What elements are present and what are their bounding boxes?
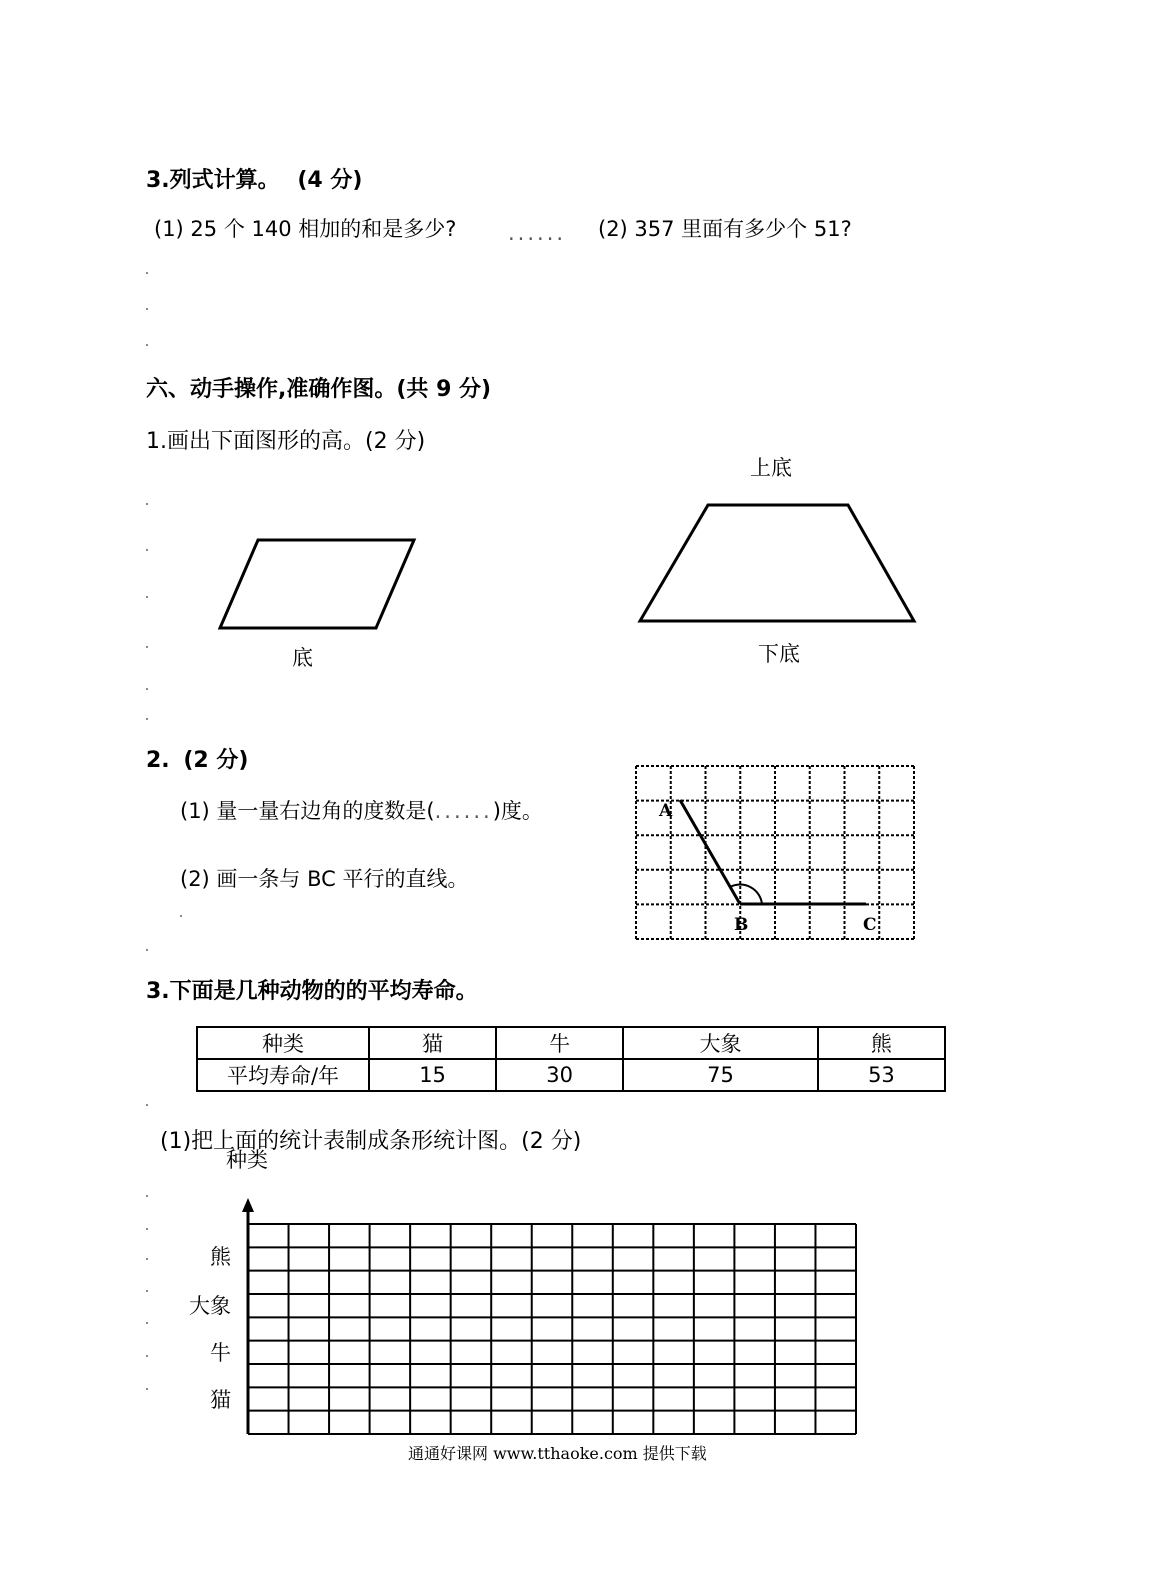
margin-dot <box>146 1104 148 1106</box>
margin-dot <box>146 1388 148 1390</box>
table-cell: 熊 <box>818 1027 945 1059</box>
q3-title: 3.下面是几种动物的的平均寿命。 <box>146 979 478 1004</box>
table-cell: 53 <box>818 1059 945 1091</box>
table-cell: 15 <box>369 1059 496 1091</box>
trapezoid-top-label: 上底 <box>750 456 792 480</box>
margin-dot <box>146 1228 148 1230</box>
table-cell: 平均寿命/年 <box>197 1059 369 1091</box>
angle-grid <box>634 764 924 949</box>
axis-label: 种类 <box>226 1148 268 1172</box>
section-6-title: 六、动手操作,准确作图。(共 9 分) <box>146 377 492 402</box>
point-c-label: C <box>863 915 877 935</box>
parallelogram-figure <box>0 0 1152 700</box>
margin-dot <box>146 1290 148 1292</box>
lifespan-table <box>196 1026 946 1092</box>
q2-sub-2: (2) 画一条与 BC 平行的直线。 <box>180 867 469 891</box>
margin-dot <box>146 1322 148 1324</box>
table-cell: 种类 <box>197 1027 369 1059</box>
q2-title <box>146 750 248 772</box>
y-axis-arrow <box>242 1198 254 1212</box>
answer-blank[interactable]: ...... <box>434 799 493 823</box>
margin-dot <box>146 1355 148 1357</box>
q2-sub-1-prefix: (1) 量一量右边角的度数是( <box>180 799 435 823</box>
margin-dot <box>146 1258 148 1260</box>
bar-chart-grid <box>236 1198 876 1448</box>
table-row <box>197 1059 945 1091</box>
margin-dot <box>146 1195 148 1197</box>
q2-score: (2 分) <box>183 748 249 773</box>
category-label: 熊 <box>210 1245 231 1269</box>
table-cell: 牛 <box>496 1027 623 1059</box>
trapezoid-shape <box>640 505 914 621</box>
q3-sub-1: (1)把上面的统计表制成条形统计图。(2 分) <box>160 1129 582 1154</box>
parallelogram-shape <box>220 540 414 628</box>
table-cell: 猫 <box>369 1027 496 1059</box>
dotted-leader: ...... <box>508 221 567 245</box>
table-cell: 大象 <box>623 1027 818 1059</box>
q3-calc-score: (4 分) <box>297 168 363 193</box>
table-cell: 30 <box>496 1059 623 1091</box>
table-cell: 75 <box>623 1059 818 1091</box>
q3-calc-item-1: (1) 25 个 140 相加的和是多少? <box>154 217 457 241</box>
category-label: 大象 <box>189 1294 231 1318</box>
parallelogram-base-label: 底 <box>292 646 313 670</box>
trapezoid-bottom-label: 下底 <box>758 642 800 666</box>
q1-title: 1.画出下面图形的高。(2 分) <box>146 429 426 454</box>
margin-dot <box>146 718 148 720</box>
footer-text: 通通好课网 www.tthaoke.com 提供下载 <box>408 1444 707 1463</box>
q2-sub-1 <box>180 801 543 822</box>
margin-dot <box>146 949 148 951</box>
point-a-label: A <box>659 801 673 821</box>
ray-ba <box>680 800 740 904</box>
q3-calc-title-text: 3.列式计算。 <box>146 168 280 193</box>
q2-sub-1-suffix: )度。 <box>492 799 543 823</box>
margin-dot <box>180 915 182 917</box>
category-label: 猫 <box>210 1388 231 1412</box>
table-row <box>197 1027 945 1059</box>
point-b-label: B <box>734 915 749 935</box>
q2-number: 2. <box>146 748 170 773</box>
category-label: 牛 <box>210 1341 231 1365</box>
q3-calc-item-2: (2) 357 里面有多少个 51? <box>598 217 852 241</box>
